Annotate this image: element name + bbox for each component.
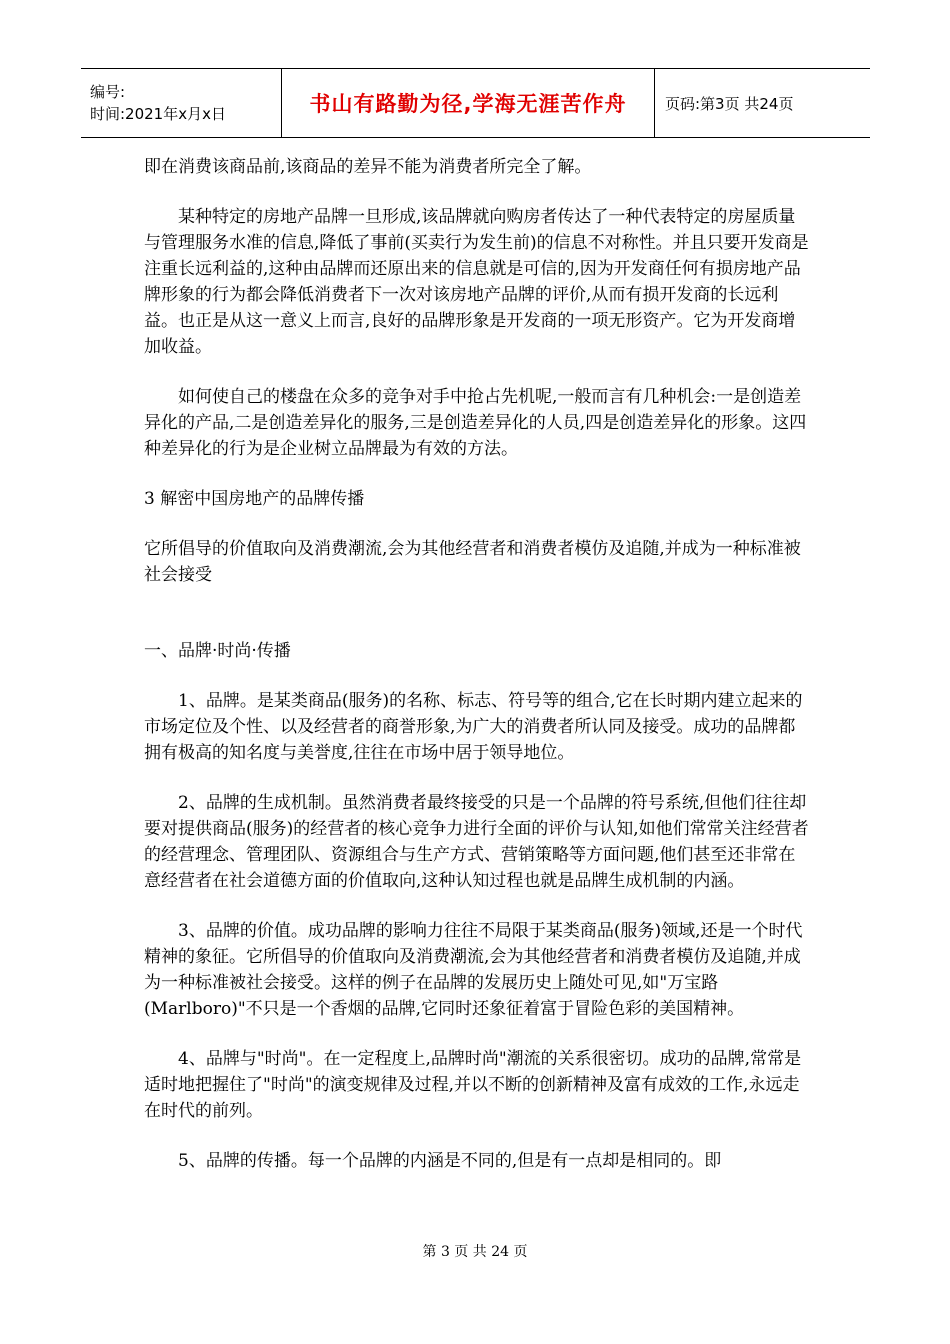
paragraph: 3 解密中国房地产的品牌传播 [144, 489, 365, 509]
motto-text: 书山有路勤为径,学海无涯苦作舟 [309, 92, 627, 116]
paragraph: 即在消费该商品前,该商品的差异不能为消费者所完全了解。 [144, 157, 592, 177]
serial-number-label: 编号: [90, 83, 126, 101]
paragraph: 它所倡导的价值取向及消费潮流,会为其他经营者和消费者模仿及追随,并成为一种标准被社会接受 [144, 539, 801, 585]
header-meta-cell [81, 69, 282, 137]
paragraph: 某种特定的房地产品牌一旦形成,该品牌就向购房者传达了一种代表特定的房屋质量与管理服务水准的信息,降低了事前(买卖行为发生前)的信息不对称性。并且只要开发商是注重长远利益的,这种由品牌而还原出来的信息就是可信的,因为开发商任何有损房地产品牌形象的行为都会降低消费者下一次对该房地产品牌的评价,从而有损开发商的长远利益。也正是从这一意义上而言,良好的品牌形象是开发商的一项无形资产。它为开发商增加收益。 [144, 207, 809, 357]
paragraph: 2、品牌的生成机制。虽然消费者最终接受的只是一个品牌的符号系统,但他们往往却要对提供商品(服务)的经营者的核心竞争力进行全面的评价与认知,如他们常常关注经营者的经营理念、管理团队、资源组合与生产方式、营销策略等方面问题,他们甚至还非常在意经营者在社会道德方面的价值取向,这种认知过程也就是品牌生成机制的内涵。 [144, 793, 809, 891]
header-page-cell [655, 69, 870, 137]
date-line: 时间:2021年x月x日 [90, 105, 226, 123]
page-footer: 第 3 页 共 24 页 [422, 1244, 528, 1260]
paragraph: 如何使自己的楼盘在众多的竞争对手中抢占先机呢,一般而言有几种机会:一是创造差异化的产品,二是创造差异化的服务,三是创造差异化的人员,四是创造差异化的形象。这四种差异化的行为是企业树立品牌最为有效的方法。 [144, 387, 807, 459]
document-body [144, 154, 812, 1198]
header-motto-cell [282, 69, 655, 137]
paragraph: 5、品牌的传播。每一个品牌的内涵是不同的,但是有一点却是相同的。即 [178, 1151, 722, 1171]
page-header [81, 68, 870, 138]
paragraph: 3、品牌的价值。成功品牌的影响力往往不局限于某类商品(服务)领域,还是一个时代精神的象征。它所倡导的价值取向及消费潮流,会为其他经营者和消费者模仿及追随,并成为一种标准被社会接受。这样的例子在品牌的发展历史上随处可见,如"万宝路(Marlboro)"不只是一个香烟的品牌,它同时还象征着富于冒险色彩的美国精神。 [144, 921, 803, 1019]
paragraph: 1、品牌。是某类商品(服务)的名称、标志、符号等的组合,它在长时期内建立起来的市场定位及个性、以及经营者的商誉形象,为广大的消费者所认同及接受。成功的品牌都拥有极高的知名度与美誉度,往往在市场中居于领导地位。 [144, 691, 803, 763]
paragraph: 一、品牌·时尚·传播 [144, 641, 291, 661]
paragraph: 4、品牌与"时尚"。在一定程度上,品牌时尚"潮流的关系很密切。成功的品牌,常常是适时地把握住了"时尚"的演变规律及过程,并以不断的创新精神及富有成效的工作,永远走在时代的前列。 [144, 1049, 802, 1121]
page-info: 页码:第3页 共24页 [665, 94, 794, 113]
